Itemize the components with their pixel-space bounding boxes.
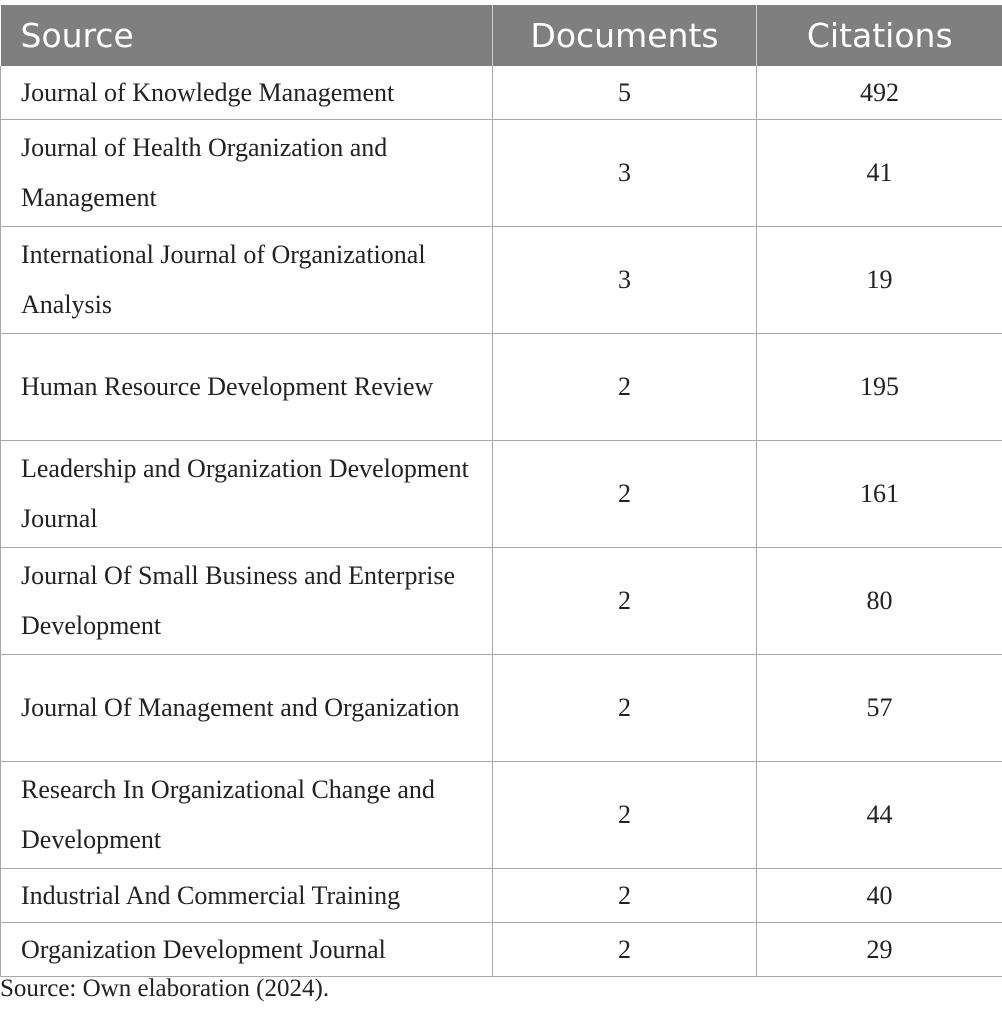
table-container xyxy=(0,5,1002,977)
source-cell: Journal Of Management and Organization xyxy=(1,655,493,762)
documents-cell: 2 xyxy=(493,655,757,762)
citations-cell: 19 xyxy=(757,227,1002,334)
table-footnote: Source: Own elaboration (2024). xyxy=(0,975,330,1002)
sources-table xyxy=(0,5,1002,977)
source-cell: Industrial And Commercial Training xyxy=(1,869,493,923)
citations-cell: 57 xyxy=(757,655,1002,762)
source-cell: Research In Organizational Change and Development xyxy=(1,762,493,869)
table-row xyxy=(1,120,1002,227)
table-row xyxy=(1,548,1002,655)
source-cell: Human Resource Development Review xyxy=(1,334,493,441)
source-cell: Journal of Health Organization and Management xyxy=(1,120,493,227)
citations-cell: 44 xyxy=(757,762,1002,869)
documents-cell: 3 xyxy=(493,120,757,227)
citations-cell: 195 xyxy=(757,334,1002,441)
header-documents: Documents xyxy=(493,5,757,66)
table-row xyxy=(1,655,1002,762)
table-row xyxy=(1,66,1002,120)
documents-cell: 2 xyxy=(493,334,757,441)
header-source: Source xyxy=(1,5,493,66)
citations-cell: 29 xyxy=(757,923,1002,977)
table-row xyxy=(1,441,1002,548)
documents-cell: 5 xyxy=(493,66,757,120)
documents-cell: 2 xyxy=(493,869,757,923)
source-cell: International Journal of Organizational Analysis xyxy=(1,227,493,334)
header-row xyxy=(1,5,1002,66)
citations-cell: 492 xyxy=(757,66,1002,120)
documents-cell: 2 xyxy=(493,441,757,548)
table-row xyxy=(1,869,1002,923)
table-row xyxy=(1,227,1002,334)
documents-cell: 2 xyxy=(493,762,757,869)
source-cell: Journal Of Small Business and Enterprise Development xyxy=(1,548,493,655)
table-row xyxy=(1,334,1002,441)
source-cell: Journal of Knowledge Management xyxy=(1,66,493,120)
documents-cell: 2 xyxy=(493,548,757,655)
documents-cell: 3 xyxy=(493,227,757,334)
citations-cell: 80 xyxy=(757,548,1002,655)
source-cell: Organization Development Journal xyxy=(1,923,493,977)
citations-cell: 41 xyxy=(757,120,1002,227)
documents-cell: 2 xyxy=(493,923,757,977)
table-row xyxy=(1,923,1002,977)
citations-cell: 161 xyxy=(757,441,1002,548)
citations-cell: 40 xyxy=(757,869,1002,923)
source-cell: Leadership and Organization Development Journal xyxy=(1,441,493,548)
table-row xyxy=(1,762,1002,869)
header-citations: Citations xyxy=(757,5,1002,66)
